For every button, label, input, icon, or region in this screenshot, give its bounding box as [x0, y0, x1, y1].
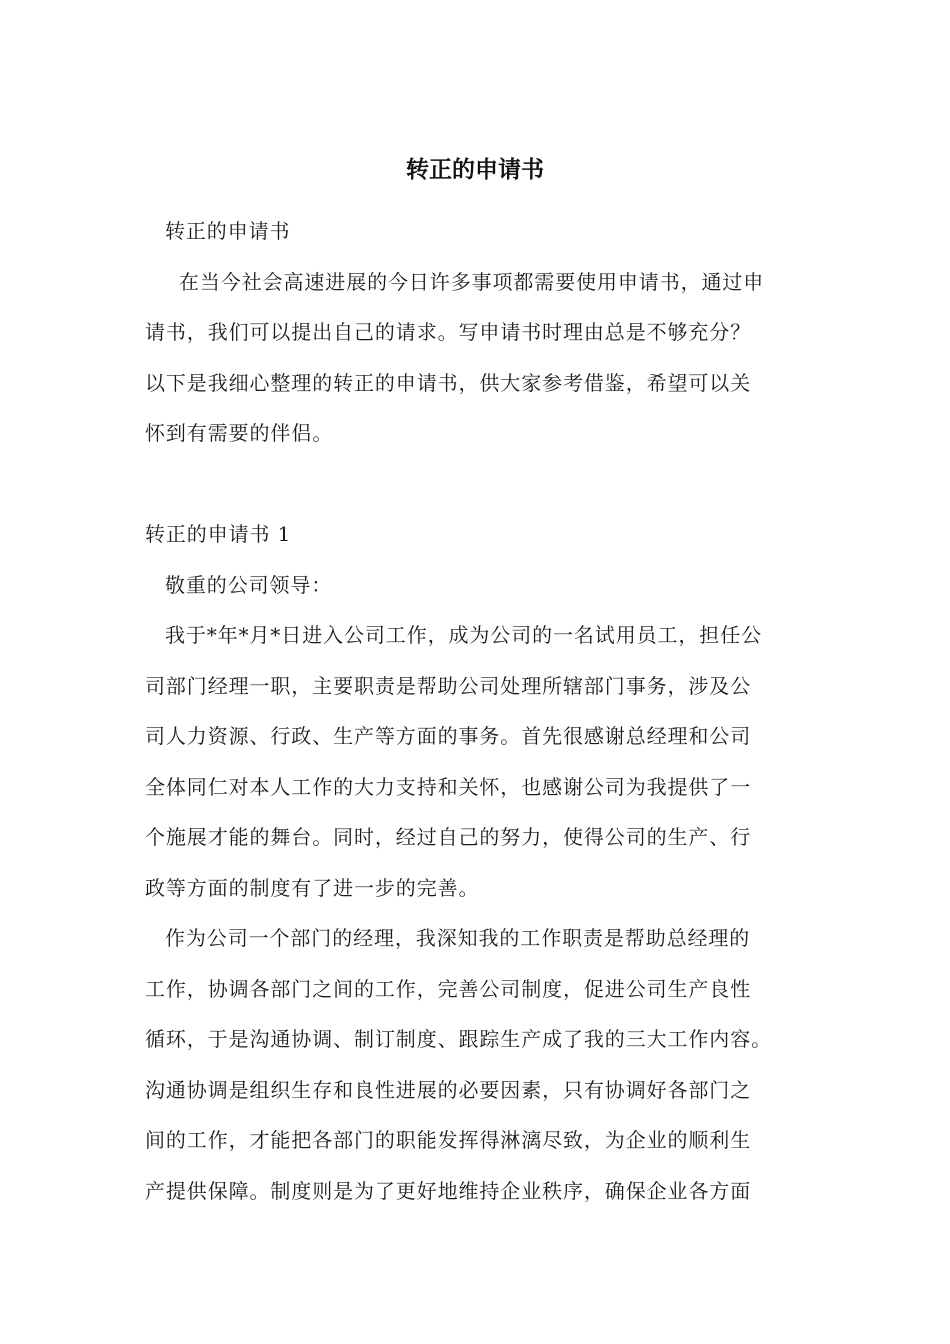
document-body	[145, 206, 815, 1216]
paragraph-line: 工作，协调各部门之间的工作，完善公司制度，促进公司生产良性	[145, 976, 752, 1001]
intro-line: 以下是我细心整理的转正的申请书，供大家参考借鉴，希望可以关	[145, 370, 752, 395]
salutation: 敬重的公司领导：	[165, 572, 333, 597]
blank-line	[145, 459, 815, 510]
intro-line: 怀到有需要的伴侣。	[145, 421, 334, 445]
paragraph-line: 作为公司一个部门的经理，我深知我的工作职责是帮助总经理的	[165, 926, 751, 950]
paragraph-line: 产提供保障。制度则是为了更好地维持企业秩序，确保企业各方面	[145, 1178, 752, 1203]
paragraph-line: 政等方面的制度有了进一步的完善。	[145, 875, 480, 900]
paragraph-line: 司部门经理一职，主要职责是帮助公司处理所辖部门事务，涉及公	[145, 673, 752, 698]
paragraph-line: 全体同仁对本人工作的大力支持和关怀，也感谢公司为我提供了一	[145, 774, 752, 799]
paragraph-line: 我于*年*月*日进入公司工作，成为公司的一名试用员工，担任公	[165, 623, 762, 647]
paragraph-line: 司人力资源、行政、生产等方面的事务。首先很感谢总经理和公司	[145, 724, 752, 748]
section-heading: 转正的申请书 1	[145, 522, 292, 546]
paragraph-line: 沟通协调是组织生存和良性进展的必要因素，只有协调好各部门之	[145, 1077, 752, 1102]
paragraph-line: 间的工作，才能把各部门的职能发挥得淋漓尽致，为企业的顺利生	[145, 1128, 752, 1152]
paragraph-line: 个施展才能的舞台。同时，经过自己的努力，使得公司的生产、行	[145, 825, 752, 849]
intro-line: 在当今社会高速进展的今日许多事项都需要使用申请书，通过申	[179, 269, 765, 294]
paragraph-line: 循环，于是沟通协调、制订制度、跟踪生产成了我的三大工作内容。	[145, 1027, 772, 1051]
document-subtitle: 转正的申请书	[165, 219, 291, 243]
intro-line: 请书，我们可以提出自己的请求。写申请书时理由总是不够充分？	[145, 320, 752, 344]
document-title: 转正的申请书	[406, 157, 544, 183]
